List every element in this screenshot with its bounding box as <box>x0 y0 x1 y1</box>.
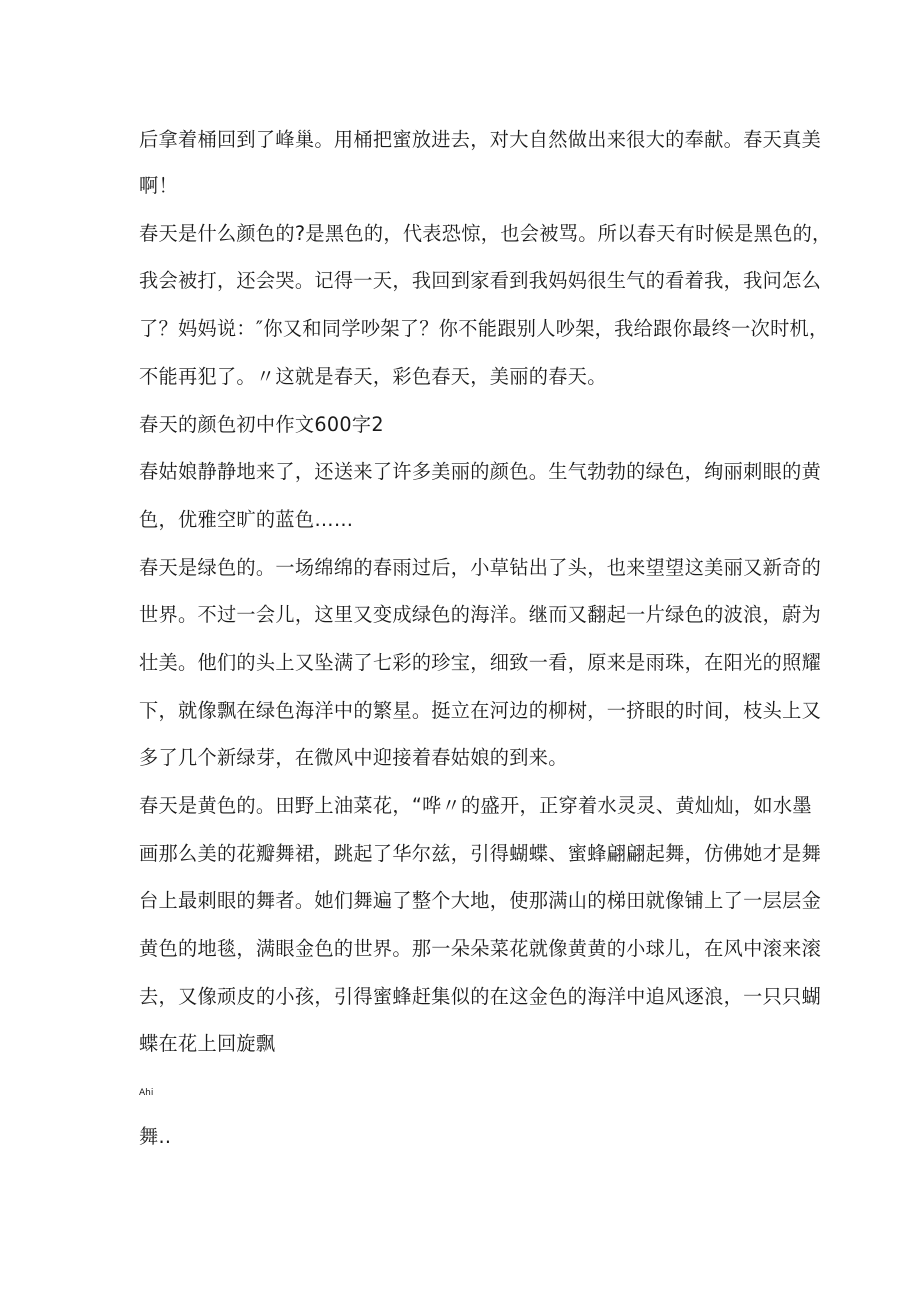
text-line: 黄色的地毯，满眼金色的世界。那一朵朵菜花就像黄黄的小球儿，在风中滚来滚 <box>139 937 822 960</box>
text-line: 啊！ <box>139 174 178 197</box>
text-line-fragment: Ahi <box>139 1088 154 1098</box>
text-line: 春天是什么颜色的?是黑色的，代表恐惊，也会被骂。所以春天有时候是黑色的， <box>139 222 832 245</box>
text-line: 去，又像顽皮的小孩，引得蜜蜂赶集似的在这金色的海洋中追风逐浪，一只只蝴 <box>139 985 822 1008</box>
text-line: 世界。不过一会儿，这里又变成绿色的海洋。继而又翻起一片绿色的波浪，蔚为 <box>139 603 822 626</box>
text-line: 画那么美的花瓣舞裙，跳起了华尔兹，引得蝴蝶、蜜蜂翩翩起舞，仿佛她才是舞 <box>139 842 822 865</box>
text-line: 台上最刺眼的舞者。她们舞遍了整个大地，使那满山的梯田就像铺上了一层层金 <box>139 889 822 912</box>
text-line: 不能再犯了。〃这就是春天，彩色春天，美丽的春天。 <box>139 365 607 388</box>
text-line: 春天是绿色的。一场绵绵的春雨过后，小草钻出了头，也来望望这美丽又新奇的 <box>139 556 822 579</box>
text-line: 舞.. <box>139 1125 172 1148</box>
text-line: 我会被打，还会哭。记得一天，我回到家看到我妈妈很生气的看着我，我问怎么 <box>139 269 822 292</box>
text-line: 后拿着桶回到了峰巢。用桶把蜜放进去，对大自然做出来很大的奉献。春天真美 <box>139 128 822 151</box>
section-heading: 春天的颜色初中作文600字2 <box>139 413 384 436</box>
text-line: 春姑娘静静地来了，还送来了许多美丽的颜色。生气勃勃的绿色，绚丽刺眼的黄 <box>139 460 822 483</box>
text-line: 壮美。他们的头上又坠满了七彩的珍宝，细致一看，原来是雨珠，在阳光的照耀 <box>139 651 822 674</box>
text-line: 蝶在花上回旋飘 <box>139 1032 276 1055</box>
text-line: 多了几个新绿芽，在微风中迎接着春姑娘的到来。 <box>139 746 568 769</box>
text-line: 下，就像飘在绿色海洋中的繁星。挺立在河边的柳树，一挤眼的时间，枝头上又 <box>139 699 822 722</box>
text-line: 了？妈妈说：″你又和同学吵架了？你不能跟别人吵架，我给跟你最终一次时机， <box>139 317 829 340</box>
text-line: 色，优雅空旷的蓝色…… <box>139 508 354 531</box>
text-line: 春天是黄色的。田野上油菜花，“哗〃的盛开，正穿着水灵灵、黄灿灿，如水墨 <box>139 794 812 817</box>
